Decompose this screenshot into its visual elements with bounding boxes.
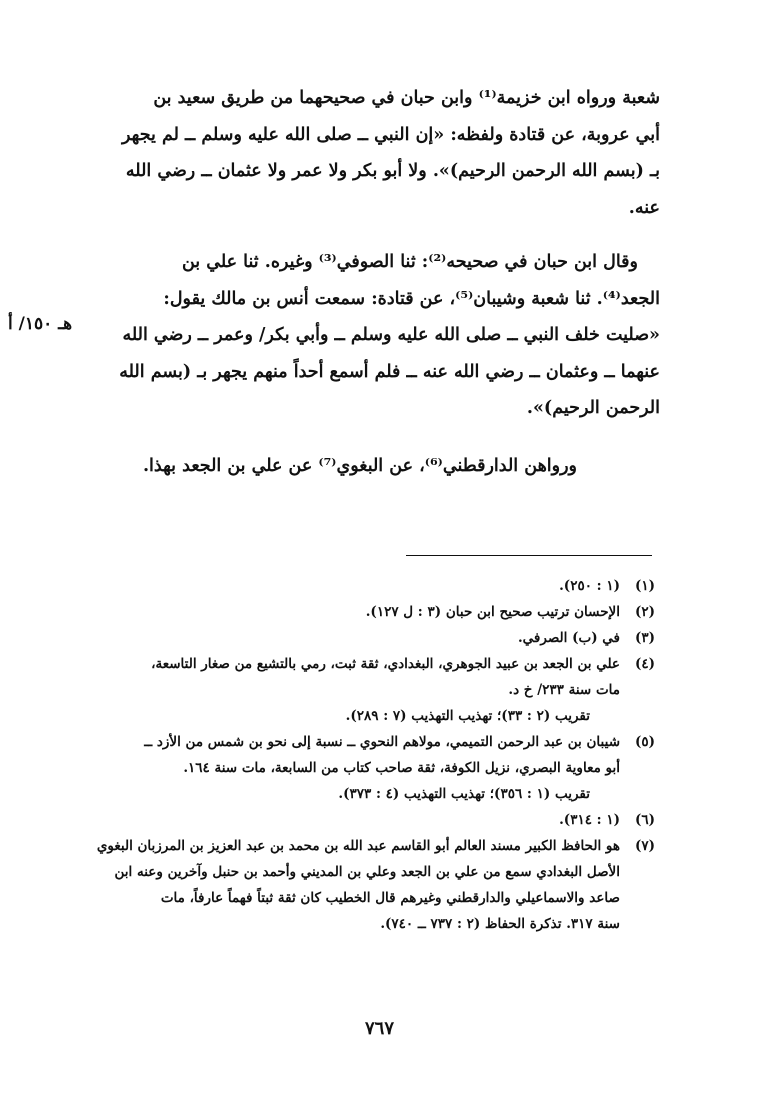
text-line: شعبة ورواه ابن خزيمة⁽¹⁾ وابن حبان في صحيحهما من طريق سعيد بن xyxy=(153,88,660,108)
footnote-number: (١) xyxy=(634,578,656,594)
footnote xyxy=(96,573,660,599)
footnote-text: شيبان بن عبد الرحمن التميمي، مولاهم النحوي ــ نسبة إلى نحو بن شمس من الأزد ــ xyxy=(144,734,620,750)
footnote-reference: تقريب (١ : ٣٥٦)؛ تهذيب التهذيب (٤ : ٣٧٣). xyxy=(338,786,590,802)
footnote xyxy=(96,729,660,807)
footnote-text: مات سنة ٢٣٣/ خ د. xyxy=(508,682,620,698)
footnote-separator xyxy=(406,555,652,556)
footnote xyxy=(96,599,660,625)
footnote-text: سنة ٣١٧. تذكرة الحفاظ (٢ : ٧٣٧ ــ ٧٤٠). xyxy=(380,916,620,932)
paragraph-3 xyxy=(100,448,660,485)
text-line: بـ (بسم الله الرحمن الرحيم)». ولا أبو بكر ولا عمر ولا عثمان ــ رضي الله xyxy=(125,161,660,181)
text-line: الجعد⁽⁴⁾. ثنا شعبة وشيبان⁽⁵⁾، عن قتادة: سمعت أنس بن مالك يقول: xyxy=(163,288,660,309)
footnote-text: الأصل البغدادي سمع من علي بن الجعد وعلي بن المديني وأحمد بن حنبل وآخرين وعنه ابن xyxy=(114,864,620,880)
footnote-number: (٦) xyxy=(634,812,656,828)
footnote-text: علي بن الجعد بن عبيد الجوهري، البغدادي، ثقة ثبت، رمي بالتشيع من صغار التاسعة، xyxy=(151,656,620,672)
footnote xyxy=(96,833,660,937)
paragraph-1 xyxy=(100,80,660,226)
footnote-reference: تقريب (٢ : ٣٣)؛ تهذيب التهذيب (٧ : ٢٨٩). xyxy=(345,708,590,724)
footnote xyxy=(96,651,660,729)
footnote-text: في (ب) الصرفي. xyxy=(517,630,620,646)
footnote-text: أبو معاوية البصري، نزيل الكوفة، ثقة صاحب كتاب من السابعة، مات سنة ١٦٤. xyxy=(183,760,620,776)
footnote-text: الإحسان ترتيب صحيح ابن حبان (٣ : ل ١٢٧). xyxy=(365,604,620,620)
manuscript-folio-note: هـ ١٥٠/ أ xyxy=(8,314,73,334)
text-line: ورواهن الدارقطني⁽⁶⁾، عن البغوي⁽⁷⁾ عن علي بن الجعد بهذا. xyxy=(142,456,578,476)
footnote-text: (١ : ٢٥٠). xyxy=(559,578,620,594)
footnote-number: (٧) xyxy=(634,838,656,854)
footnote-text: صاعد والاسماعيلي والدارقطني وغيرهم قال الخطيب كان ثقة ثبتاً فهماً عارفاً، مات xyxy=(160,890,620,906)
text-line: عنه. xyxy=(628,197,660,218)
page-number: ٧٦٧ xyxy=(364,1018,394,1039)
text-line: الرحمن الرحيم)». xyxy=(526,398,660,418)
text-line: وقال ابن حبان في صحيحه⁽²⁾: ثنا الصوفي⁽³⁾ وغيره. ثنا علي بن xyxy=(181,252,638,272)
footnote xyxy=(96,625,660,651)
footnote xyxy=(96,807,660,833)
footnote-number: (٥) xyxy=(634,734,656,750)
footnote-text: هو الحافظ الكبير مسند العالم أبو القاسم عبد الله بن محمد بن عبد العزيز بن المرزبان البغوي xyxy=(96,838,620,854)
text-line: «صليت خلف النبي ــ صلى الله عليه وسلم ــ وأبي بكر/ وعمر ــ رضي الله xyxy=(122,325,660,345)
footnotes xyxy=(96,573,660,937)
footnote-number: (٢) xyxy=(634,604,656,620)
paragraph-2 xyxy=(100,244,660,427)
footnote-number: (٤) xyxy=(634,656,656,672)
footnote-text: (١ : ٣١٤). xyxy=(559,812,620,828)
text-line: أبي عروبة، عن قتادة ولفظه: «إن النبي ــ صلى الله عليه وسلم ــ لم يجهر xyxy=(121,124,660,145)
text-line: عنهما ــ وعثمان ــ رضي الله عنه ــ فلم أسمع أحداً منهم يجهر بـ (بسم الله xyxy=(119,361,660,382)
footnote-number: (٣) xyxy=(634,630,656,646)
